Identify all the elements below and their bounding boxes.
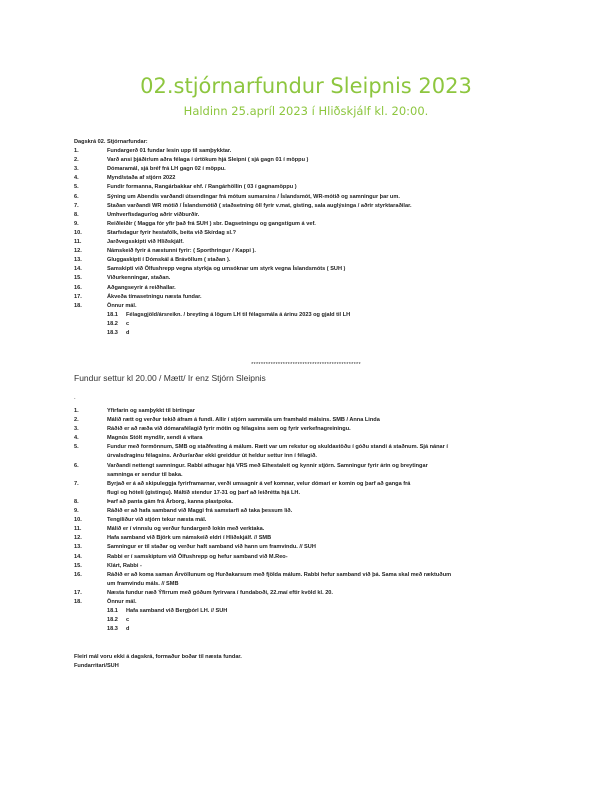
minutes-subitem [74, 607, 544, 616]
item-text: Ákveða tímasetningu næsta fundar. [107, 293, 202, 300]
item-number: 5. [74, 184, 79, 191]
item-text: Fundur með formönnum, SMB og staðfesting á málum. Rætt var um rekstur og skuldastöðu í góðu standi á staðnum. Sjá nánar í [107, 444, 448, 451]
minutes-item [74, 443, 544, 452]
item-number: 3. [74, 166, 79, 173]
agenda-heading: Dagskrá 02. Stjórnarfundar: [74, 139, 148, 145]
closing-remark: Fleiri mál voru ekki á dagskrá, formaður boðar til næsta fundar. [74, 654, 242, 660]
page-title: 02.stjórnarfundur Sleipnis 2023 [140, 74, 472, 98]
agenda-item [74, 284, 544, 293]
item-number: 12. [74, 535, 82, 542]
item-number: 13. [74, 544, 82, 551]
item-number: 2. [74, 417, 79, 424]
agenda-item [74, 274, 544, 283]
agenda-item [74, 193, 544, 202]
item-text: Varð ansi þjáðir/um aðra félaga í úrtökum hjá Sleipni ( sjá gagn 01 í möppu ) [107, 157, 309, 164]
minutes-item [74, 407, 544, 416]
item-text: úrvalsdraginu félagsins. Arður/arðar ekki greiddur út heldur settur inn í félagið. [107, 453, 317, 460]
minutes-section [74, 407, 544, 634]
minutes-subitem [74, 616, 544, 625]
item-text: c [126, 617, 130, 624]
minutes-item [74, 498, 544, 507]
minutes-subitem [74, 625, 544, 634]
item-number: 11. [74, 526, 82, 533]
item-number: 18. [74, 302, 82, 309]
agenda-item [74, 229, 544, 238]
item-number: 6. [74, 462, 79, 469]
agenda-subitem [74, 311, 544, 320]
agenda-item [74, 165, 544, 174]
item-text: Rabbi er í samskiptum við Ölfushrepp og hefur samband við M.Reo- [107, 553, 288, 560]
separator: ********************************************* [251, 362, 361, 368]
item-number: 1. [74, 408, 79, 414]
agenda-item [74, 220, 544, 229]
agenda-item [74, 256, 544, 265]
item-text: Málið er í vinnslu og verður fundargerð lokin með verktaka. [107, 526, 265, 533]
item-number: 3. [74, 426, 79, 433]
agenda-item [74, 174, 544, 183]
stray-mark: . [74, 395, 76, 401]
item-text: Næsta fundur næð Ýfirrum með góðum fyrirvara í fundaboði, 22.maí eftir kvöld kl. 20. [107, 589, 333, 596]
agenda-subitem [74, 329, 544, 338]
item-number: 9. [74, 508, 79, 515]
agenda-item [74, 147, 544, 156]
agenda-item [74, 293, 544, 302]
item-text: Klárt, Rabbi - [107, 562, 142, 569]
item-number: 4. [74, 175, 79, 182]
item-number: 17. [74, 589, 82, 596]
item-text: Gluggaskipti í Dómskál á Brávöllum ( staðan ). [107, 257, 231, 264]
item-text: um framvindu máls. // SMB [107, 580, 179, 587]
item-text: Dómaramál, sjá bréf frá LH gagn 02 í möppu. [107, 166, 226, 173]
item-text: Starfsdagur fyrir hestafólk, beita við Skírdag sl.? [107, 229, 237, 236]
minutes-item [74, 425, 544, 434]
item-text: Fundir formanna, Rangárbakkar ehf. / Rangárhöllin ( 03 í gagnamöppu ) [107, 184, 297, 191]
item-text: Ráðið er að ræða við dómarafélagið fyrir mótin og félagsins sem og fyrir verkefnagreiningu. [107, 426, 351, 433]
item-number: 4. [74, 435, 79, 442]
item-number: 9. [74, 220, 79, 227]
item-text: flugi og hóteli (gistingu). Máltíð stendur 17-31 og þarf að leiðrétta hjá LH. [107, 489, 300, 496]
minutes-item [74, 525, 544, 534]
minutes-item [74, 571, 544, 580]
minutes-item [74, 543, 544, 552]
item-text: samninga er sendur til baka. [107, 471, 183, 478]
item-text: Viðurkenningar, staðan. [107, 275, 171, 282]
item-number: 18.3 [107, 626, 118, 633]
item-text: Reiðleiðir ( Magga fór yfir það frá SUH ) sbr. Dagsetningu og gangstígum á vef. [107, 220, 316, 227]
item-text: Tengiliður við stjórn tekur næsta mál. [107, 517, 207, 524]
secretary-signoff: Fundarritari/SUH [74, 663, 119, 670]
item-text: Hafa samband við Björk um námskeið eldri í Hliðskjálf. // SMB [107, 535, 272, 542]
footer-section [74, 653, 544, 671]
item-text: Magnús Stólt mynd/ir, sendi á vítara [107, 435, 203, 442]
item-text: Félagsgjöld/ársreikn. / breyting á lögum LH til félagsmála á árinu 2023 og gjald til LH [126, 311, 351, 318]
item-text: Ráðið er að koma saman Árvöllunum og Hurðakarsum með fjölda málum. Rabbi hefur samband við þá. Sama skal með ræktuðum [107, 571, 452, 578]
item-number: 8. [74, 211, 79, 218]
item-text: Önnur mál. [107, 598, 137, 605]
page-subtitle: Haldinn 25.apríl 2023 í Hliðskjálf kl. 20:00. [183, 104, 429, 118]
minutes-item [74, 416, 544, 425]
minutes-item-continued [74, 452, 544, 461]
agenda-item [74, 302, 544, 311]
minutes-item [74, 598, 544, 607]
item-number: 15. [74, 562, 82, 569]
item-number: 7. [74, 480, 79, 487]
item-number: 16. [74, 571, 82, 578]
item-number: 14. [74, 553, 82, 560]
minutes-item [74, 507, 544, 516]
item-number: 6. [74, 193, 79, 200]
item-text: Fundargerð 01 fundar lesin upp til samþykktar. [107, 148, 232, 155]
agenda-section [74, 138, 544, 338]
item-text: Málið rætt og verður tekið áfram á fundi. Allir í stjórn sammála um framhald málsins. SMB / Anna Linda [107, 417, 380, 424]
item-text: Staðan varðandi WR mótið / Íslandsmótið ( staðsetning öll fyrir v.mat, gisting, sala auglýsinga / aðrir styrktaraðilar. [107, 202, 412, 209]
item-number: 7. [74, 202, 79, 209]
item-text: Þarf að panta gám frá Árborg, kanna plastpoka. [107, 498, 233, 505]
item-text: Önnur mál. [107, 302, 137, 309]
item-text: Yfirfarin og samþykkt til birtingar [107, 408, 195, 414]
agenda-item [74, 156, 544, 165]
item-text: Ráðið er að hafa samband við Maggi frá samstarfi að taka þessum lið. [107, 508, 293, 515]
agenda-item [74, 247, 544, 256]
item-text: Mynd/staða af stjórn 2022 [107, 175, 176, 182]
item-number: 2. [74, 157, 79, 164]
item-text: Varðandi nettengt samningur. Rabbi athugar hjá VRS með Eihestaleit og kynnir stjórn. Samningur fyrir árin og breytingar [107, 462, 428, 469]
item-number: 8. [74, 498, 79, 505]
item-number: 18.1 [107, 311, 118, 318]
item-number: 17. [74, 293, 82, 300]
item-number: 10. [74, 517, 82, 524]
item-number: 18. [74, 598, 82, 605]
item-text: c [126, 320, 130, 327]
item-text: d [126, 329, 130, 336]
item-number: 15. [74, 275, 82, 282]
minutes-item [74, 516, 544, 525]
item-number: 13. [74, 257, 82, 264]
minutes-item [74, 562, 544, 571]
minutes-item [74, 553, 544, 562]
item-text: Námskeið fyrir á næstunni fyrir: ( Sporthringur / Kappi ). [107, 248, 256, 255]
meeting-opened-line: Fundur settur kl 20.00 / Mætt/ Ir enz Stjórn Sleipnis [74, 373, 266, 383]
item-text: Umhverfisdagur/og aðrir viðburðir. [107, 211, 200, 218]
item-number: 18.1 [107, 608, 118, 615]
item-text: Samningur er til staðar og verður haft samband við hann um framvindu. // SUH [107, 544, 316, 551]
minutes-item-continued [74, 471, 544, 480]
minutes-item-continued [74, 580, 544, 589]
item-number: 18.3 [107, 329, 118, 336]
minutes-item [74, 589, 544, 598]
item-number: 11. [74, 239, 82, 246]
agenda-item [74, 265, 544, 274]
agenda-item [74, 202, 544, 211]
item-number: 1. [74, 148, 79, 155]
minutes-item [74, 462, 544, 471]
item-text: Samskipti við Ölfushrepp vegna styrkja og umsóknar um styrk vegna Íslandsmóts ( SUH ) [107, 266, 346, 273]
item-number: 16. [74, 284, 82, 291]
item-number: 10. [74, 229, 82, 236]
item-text: Jarðvegsskipti við Hliðskjálf. [107, 239, 184, 246]
minutes-item-continued [74, 489, 544, 498]
item-number: 12. [74, 248, 82, 255]
minutes-item [74, 480, 544, 489]
minutes-item [74, 434, 544, 443]
item-number: 18.2 [107, 320, 118, 327]
item-text: Byrjað er á að skipuleggja fyrirframarnar, verði umsagnir á vef komnar, velur dómari er komin og þarf að ganga frá [107, 480, 411, 487]
item-number: 5. [74, 444, 79, 451]
item-text: Aðgangseyrir á reiðhallar. [107, 284, 176, 291]
item-number: 14. [74, 266, 82, 273]
minutes-item [74, 534, 544, 543]
agenda-item [74, 238, 544, 247]
item-text: Sýning um Abendis varðandi útsendingar frá mótum sumarsins / Íslandsmót, WR-mótið og samningur þar um. [107, 193, 400, 200]
agenda-subitem [74, 320, 544, 329]
agenda-item [74, 211, 544, 220]
item-text: d [126, 626, 130, 633]
agenda-item [74, 183, 544, 192]
item-number: 18.2 [107, 617, 118, 624]
item-text: Hafa samband við Bergþórl LH. // SUH [126, 608, 228, 615]
